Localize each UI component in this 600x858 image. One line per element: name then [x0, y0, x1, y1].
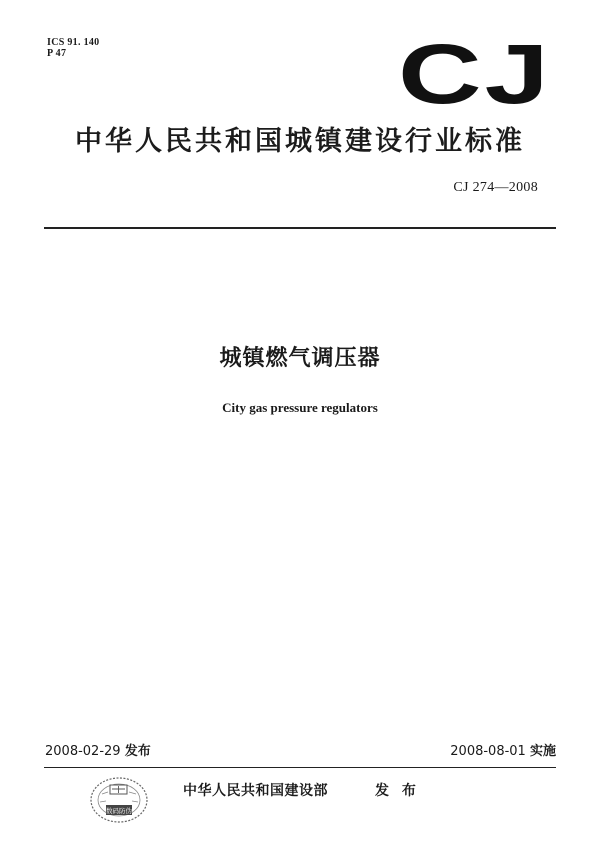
standard-category-title: 中华人民共和国城镇建设行业标准 [75, 126, 525, 157]
implement-label: 实施 [529, 744, 556, 759]
implement-date-line [450, 743, 556, 761]
issue-date: 2008-02-29 [45, 744, 121, 759]
issue-label: 发布 [124, 744, 151, 759]
publish-label: 发 布 [375, 783, 420, 799]
standard-number: CJ 274—2008 [453, 180, 538, 195]
ccs-code: P 47 [47, 48, 67, 59]
cj-logo: CJ [398, 27, 552, 121]
issue-date-line [45, 743, 151, 761]
seal-text: 数码防伪 [106, 807, 132, 815]
implement-date: 2008-08-01 [450, 744, 526, 759]
bottom-divider [44, 767, 556, 768]
document-title-chinese: 城镇燃气调压器 [219, 346, 381, 371]
seal-stamp-icon [88, 776, 150, 826]
top-divider [44, 227, 556, 229]
publisher-name: 中华人民共和国建设部 [183, 783, 328, 799]
ics-code: ICS 91. 140 [47, 37, 100, 48]
document-title-english: City gas pressure regulators [222, 400, 378, 415]
